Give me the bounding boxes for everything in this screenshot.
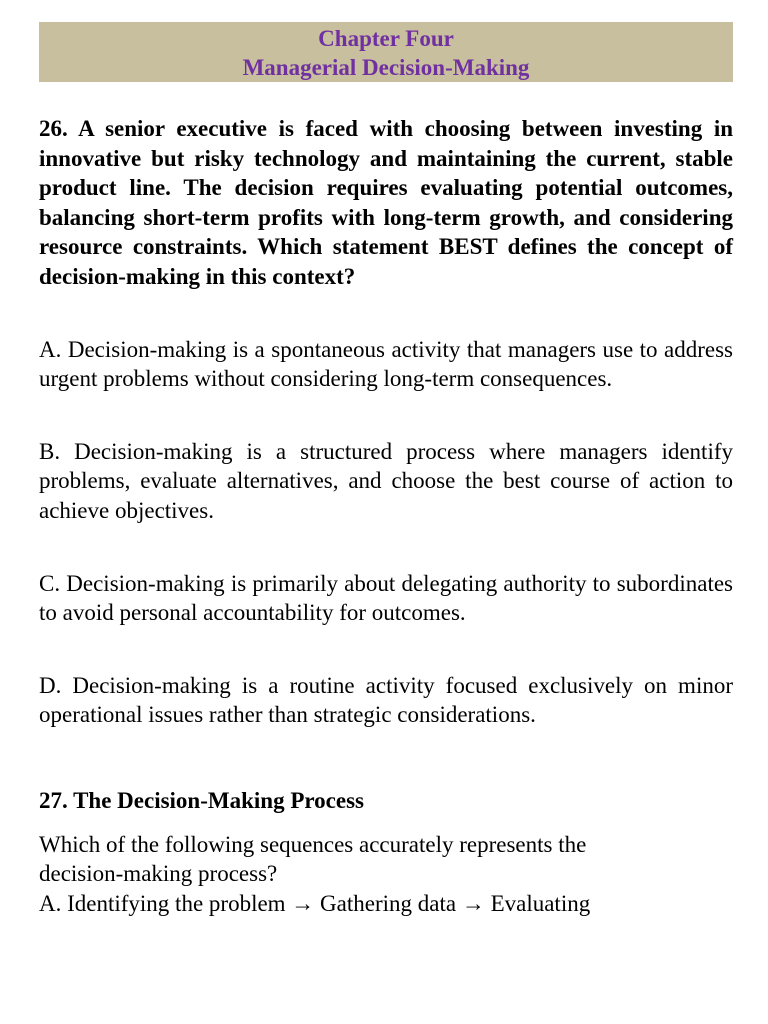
chapter-header-band: [39, 22, 733, 82]
question-26-stem: 26. A senior executive is faced with choosing between investing in innovative but risky technology and maintaining the current, stable product line. The decision requires evaluating potential outcomes, balancing short-term profits with long-term growth, and considering resource constraints. Which statement BEST defines the concept of decision-making in this context?: [39, 116, 733, 289]
chapter-title: Managerial Decision-Making: [242, 55, 530, 80]
question-26-option-d: D. Decision-making is a routine activity focused exclusively on minor operational issues rather than strategic considerations.: [39, 672, 733, 728]
question-27-body: [39, 830, 649, 919]
question-27-option-a: A. Identifying the problem → Gathering data → Evaluating: [39, 890, 591, 916]
question-26-option-b: B. Decision-making is a structured process where managers identify problems, evaluate alternatives, and choose the best course of action to achieve objectives.: [39, 438, 733, 523]
question-27-heading: 27. The Decision-Making Process: [39, 787, 364, 813]
question-26-option-c: C. Decision-making is primarily about delegating authority to subordinates to avoid personal accountability for outcomes.: [39, 570, 733, 626]
question-27-stem: Which of the following sequences accurately represents the decision-making process?: [39, 831, 587, 887]
question-26-option-a: A. Decision-making is a spontaneous activity that managers use to address urgent problems without considering long-term consequences.: [39, 336, 733, 392]
chapter-label: Chapter Four: [318, 26, 454, 51]
document-page: [39, 22, 733, 918]
